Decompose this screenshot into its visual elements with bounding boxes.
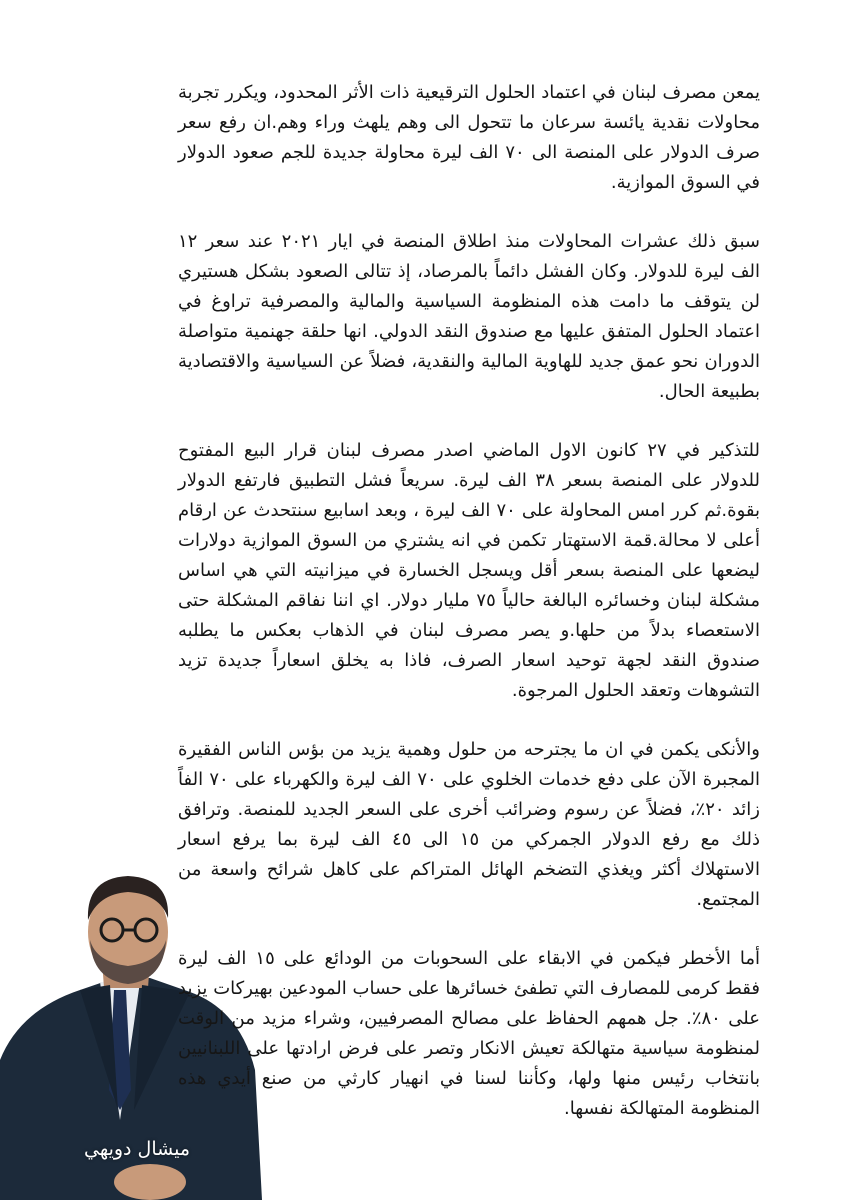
- paragraph-4: والأنكى يكمن في ان ما يجترحه من حلول وهمية يزيد من بؤس الناس الفقيرة المجبرة الآن على دفع خدمات الخلوي على ٧٠ الف ليرة والكهرباء على ٧٠ الفاً زائد ٢٠٪، فضلاً عن رسوم وضرائب أخرى على السعر الجديد للمنصة. وترافق ذلك مع رفع الدولار الجمركي من ١٥ الى ٤٥ الف ليرة بما يرفع اسعار الاستهلاك أكثر ويغذي التضخم الهائل المتراكم على كاهل شرائح واسعة من المجتمع.: [178, 739, 761, 910]
- paragraph-5: أما الأخطر فيكمن في الابقاء على السحوبات من الودائع على ١٥ الف ليرة فقط كرمى للمصارف التي تطفئ خسائرها على حساب المودعين بهيركات يزيد على ٨٠٪. جل همهم الحفاظ على مصالح المصرفيين، وشراء مزيد من الوقت لمنظومة سياسية متهالكة تعيش الانكار وتصر على فرض ارادتها على اللبنانيين بانتخاب رئيس منها ولها، وكأننا لسنا في انهيار كارثي من صنع أيدي هذه المنظومة المتهالكة نفسها.: [178, 948, 761, 1119]
- author-name-caption: ميشال دويهي: [83, 1138, 190, 1160]
- paragraph-3: للتذكير في ٢٧ كانون الاول الماضي اصدر مصرف لبنان قرار البيع المفتوح للدولار على المنصة بسعر ٣٨ الف ليرة. سريعاً فشل التطبيق فارتفع الدولار بقوة.ثم كرر امس المحاولة على ٧٠ الف ليرة ، وبعد اسابيع سنتحدث عن ارقام أعلى لا محالة.قمة الاستهتار تكمن في انه يشتري من السوق الموازية دولارات ليضعها على المنصة بسعر أقل ويسجل الخسارة في ميزانيته التي هي اساس مشكلة لبنان وخسائره البالغة حالياً ٧٥ مليار دولار. اي اننا نفاقم المشكلة حتى الاستعصاء بدلاً من حلها.و يصر مصرف لبنان في الذهاب بعكس ما يطلبه صندوق النقد لجهة توحيد اسعار الصرف، فاذا به يخلق اسعاراً جديدة تزيد التشوهات وتعقد الحلول المرجوة.: [178, 440, 760, 701]
- article-body: [178, 78, 760, 1153]
- paragraph-2: سبق ذلك عشرات المحاولات منذ اطلاق المنصة في ايار ٢٠٢١ عند سعر ١٢ الف ليرة للدولار. وكان الفشل دائماً بالمرصاد، إذ تتالى الصعود بشكل هستيري لن يتوقف ما دامت هذه المنظومة السياسية والمالية والمصرفية تراوغ في اعتماد الحلول المتفق عليها مع صندوق النقد الدولي. انها حلقة جهنمية متواصلة الدوران نحو عمق جديد للهاوية المالية والنقدية، فضلاً عن السياسية والاقتصادية بطبيعة الحال.: [178, 231, 760, 402]
- paragraph-1: يمعن مصرف لبنان في اعتماد الحلول الترقيعية ذات الأثر المحدود، ويكرر تجربة محاولات نقدية يائسة سرعان ما تتحول الى وهم يلهث وراء وهم.ان رفع سعر صرف الدولار على المنصة الى ٧٠ الف ليرة محاولة جديدة للجم صعود الدولار في السوق الموازية.: [178, 82, 760, 193]
